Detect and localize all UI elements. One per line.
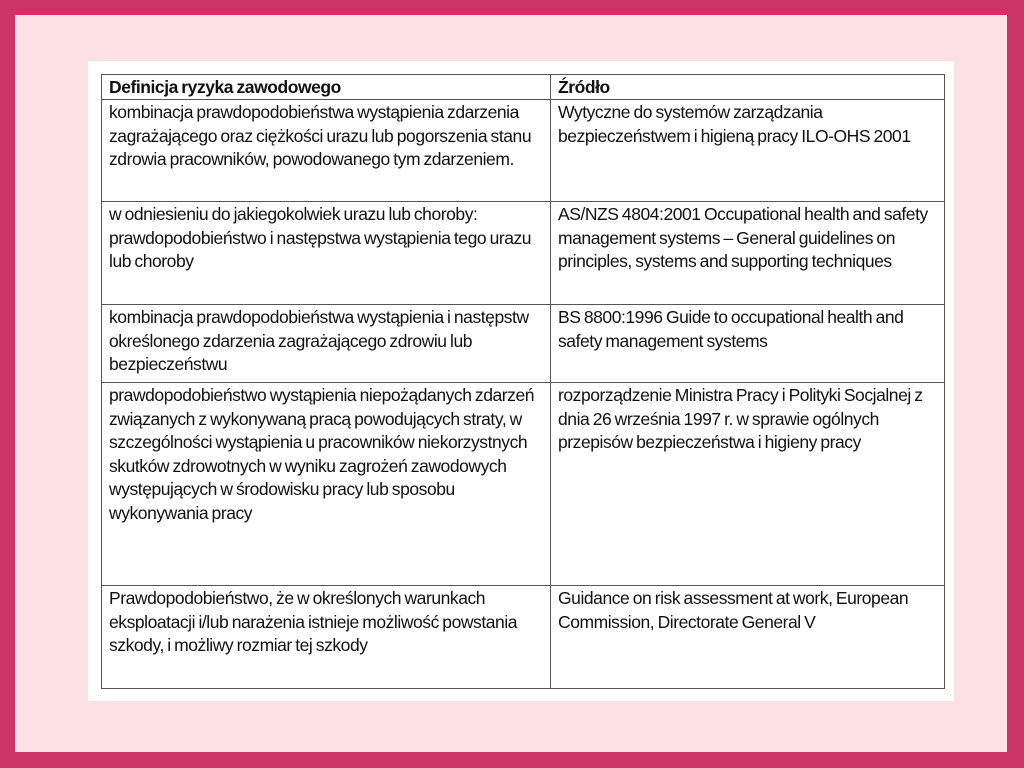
table-header-row [102, 75, 945, 100]
source-text: BS 8800:1996 Guide to occupational health and safety management systems [558, 307, 904, 351]
definition-text: kombinacja prawdopodobieństwa wystąpienia i następstw określonego zdarzenia zagrażającego zdrowiu lub bezpieczeństwu [109, 307, 529, 374]
definition-text: w odniesieniu do jakiegokolwiek urazu lub choroby: prawdopodobieństwo i następstwa wystąpienia tego urazu lub choroby [109, 204, 532, 271]
source-text: Guidance on risk assessment at work, European Commission, Directorate General V [558, 588, 909, 632]
definition-cell [102, 586, 551, 689]
header-source: Źródło [551, 75, 945, 100]
source-cell [551, 586, 945, 689]
definition-cell [102, 100, 551, 202]
definition-text: prawdopodobieństwo wystąpienia niepożądanych zdarzeń związanych z wykonywaną pracą powodujących straty, w szczególności wystąpienia u pracowników niekorzystnych skutków zdrowotnych w wyniku zagrożeń zawodowych występujących w środowisku pracy lub sposobu wykonywania pracy [109, 385, 535, 523]
definition-text: Prawdopodobieństwo, że w określonych warunkach eksploatacji i/lub narażenia istnieje możliwość powstania szkody, i możliwy rozmiar tej szkody [109, 588, 518, 655]
table-row [102, 202, 945, 305]
definition-cell [102, 383, 551, 586]
definition-text: kombinacja prawdopodobieństwa wystąpienia zdarzenia zagrażającego oraz ciężkości urazu lub pogorszenia stanu zdrowia pracowników, powodowanego tym zdarzeniem. [109, 102, 532, 169]
source-text: rozporządzenie Ministra Pracy i Polityki Socjalnej z dnia 26 września 1997 r. w sprawie ogólnych przepisów bezpieczeństwa i higieny pracy [558, 385, 923, 452]
risk-definitions-table [101, 74, 945, 689]
table-row [102, 586, 945, 689]
source-cell [551, 383, 945, 586]
definition-cell [102, 305, 551, 383]
table-row [102, 383, 945, 586]
source-text: Wytyczne do systemów zarządzania bezpieczeństwem i higieną pracy ILO-OHS 2001 [558, 102, 911, 146]
definition-cell [102, 202, 551, 305]
table-row [102, 305, 945, 383]
source-cell [551, 100, 945, 202]
source-cell [551, 202, 945, 305]
source-cell [551, 305, 945, 383]
table-row [102, 100, 945, 202]
source-text: AS/NZS 4804:2001 Occupational health and safety management systems – General guidelines on principles, systems and supporting techniques [558, 204, 928, 271]
header-definition: Definicja ryzyka zawodowego [102, 75, 551, 100]
